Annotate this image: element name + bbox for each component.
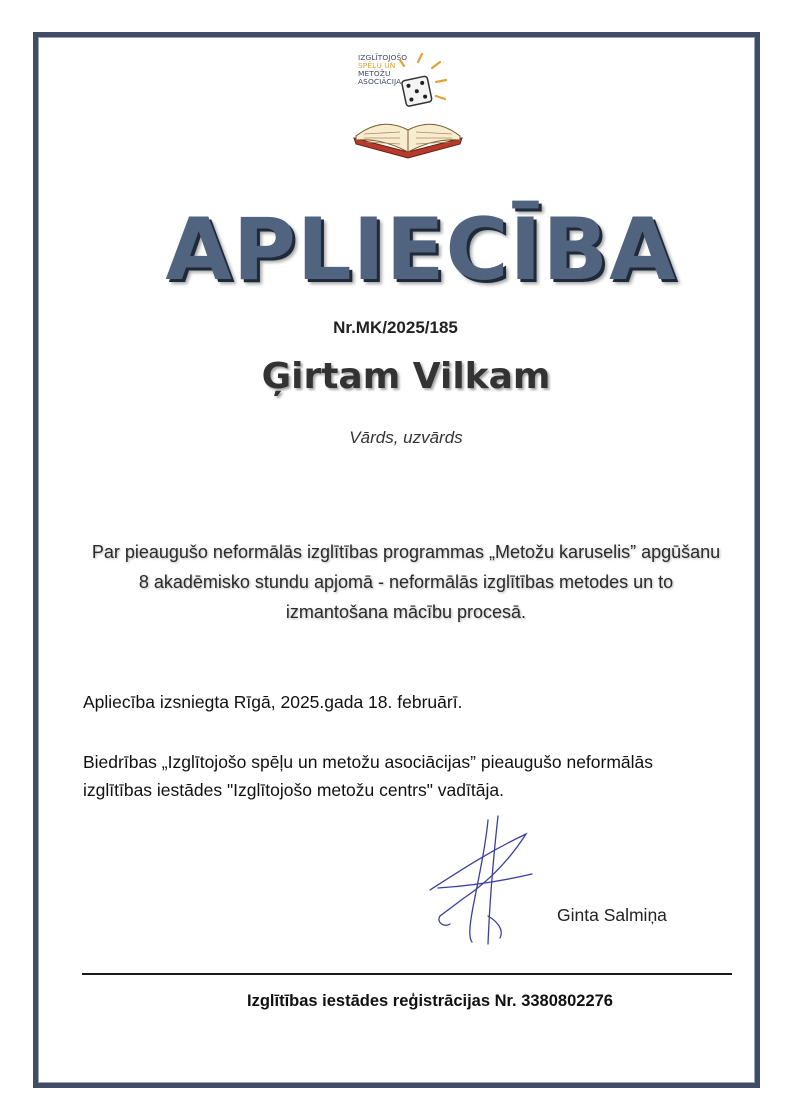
association-logo — [348, 52, 466, 162]
logo-line: ASOCIĀCIJA — [358, 77, 402, 86]
open-book-icon — [348, 52, 466, 162]
registration-number: Izglītības iestādes reģistrācijas Nr. 3380802276 — [247, 992, 613, 1010]
logo-line: METOŽU — [358, 69, 391, 78]
signer-name: Ginta Salmiņa — [557, 905, 667, 925]
program-description: Par pieaugušo neformālās izglītības programmas „Metožu karuselis” apgūšanu 8 akadēmisko stundu apjomā - neformālās izglītības metodes un to izmantošana mācību procesā. — [91, 542, 721, 622]
issue-place-date: Apliecība izsniegta Rīgā, 2025.gada 18. februārī. — [83, 692, 463, 712]
signer-role: Biedrības „Izglītojošo spēļu un metožu asociācijas” pieaugušo neformālās izglītības iestādes "Izglītojošo metožu centrs" vadītāja. — [83, 752, 654, 800]
certificate-title: APLIECĪBA — [165, 200, 677, 300]
recipient-name-label: Vārds, uzvārds — [349, 428, 463, 447]
handwritten-signature — [428, 812, 538, 952]
logo-line: SPĒĻU UN — [358, 61, 396, 70]
footer-divider — [82, 973, 732, 975]
logo-line: IZGLĪTOJOŠO — [358, 53, 408, 62]
recipient-name: Ģirtam Vilkam — [261, 356, 551, 397]
certificate-number: Nr.MK/2025/185 — [333, 318, 458, 337]
